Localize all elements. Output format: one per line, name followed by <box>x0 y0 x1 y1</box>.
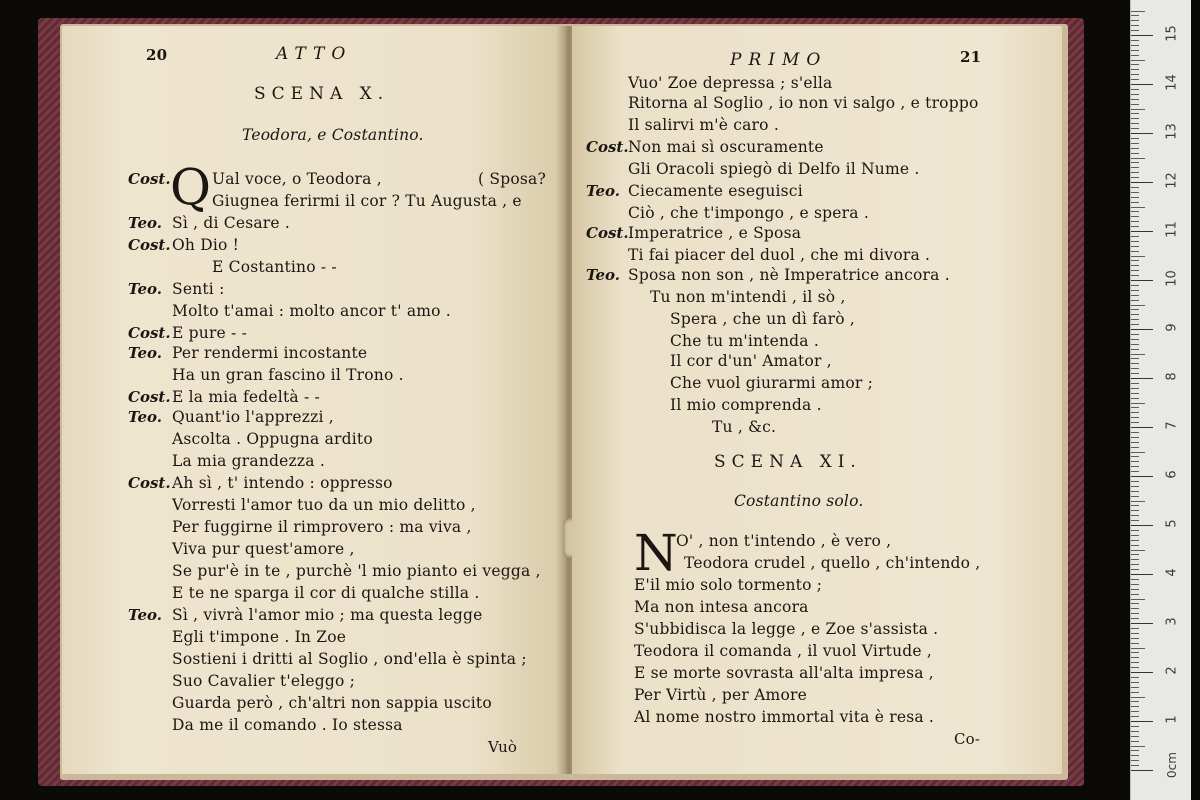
ruler-tick <box>1131 94 1139 95</box>
ruler-tick <box>1131 25 1139 26</box>
text-line: Ascolta . Oppugna ardito <box>172 430 373 448</box>
ruler-tick <box>1131 672 1153 673</box>
ruler-tick <box>1131 589 1139 590</box>
catchword-left: Vuò <box>488 738 518 756</box>
ruler-tick <box>1131 40 1139 41</box>
speaker-teo: Teo. <box>128 280 162 298</box>
ruler-tick <box>1131 113 1139 114</box>
ruler-tick <box>1131 211 1139 212</box>
text-line: Tu non m'intendi , il sò , <box>650 288 846 306</box>
scene-title-xi: SCENA XI. <box>714 452 862 472</box>
text-line: Senti : <box>172 280 225 298</box>
ruler-tick <box>1131 437 1139 438</box>
ruler-tick <box>1131 216 1139 217</box>
ruler-tick <box>1131 221 1139 222</box>
ruler-tick <box>1131 662 1139 663</box>
ruler-tick <box>1131 319 1139 320</box>
ruler-tick <box>1131 613 1139 614</box>
ruler-tick <box>1131 354 1145 355</box>
speaker-teo: Teo. <box>586 266 620 284</box>
ruler-tick <box>1131 750 1139 751</box>
ruler-number: 4 <box>1164 568 1180 577</box>
ruler-tick <box>1131 422 1139 423</box>
ruler-tick <box>1131 69 1139 70</box>
ruler-tick <box>1131 623 1153 624</box>
ruler-tick <box>1131 35 1153 36</box>
ruler-tick <box>1131 15 1139 16</box>
ruler-tick <box>1131 770 1153 771</box>
ruler-number: 10 <box>1164 270 1180 287</box>
ruler-tick <box>1131 314 1139 315</box>
ruler-tick <box>1131 339 1139 340</box>
text-line: E'il mio solo tormento ; <box>634 576 823 594</box>
ruler-tick <box>1131 45 1139 46</box>
text-line: E pure - - <box>172 324 248 342</box>
ruler-tick <box>1131 329 1153 330</box>
scale-ruler <box>1130 0 1191 800</box>
text-line: Imperatrice , e Sposa <box>628 224 802 242</box>
ruler-tick <box>1131 706 1139 707</box>
ruler-tick <box>1131 417 1139 418</box>
ruler-tick <box>1131 574 1153 575</box>
text-line: Guarda però , ch'altri non sappia uscito <box>172 694 492 712</box>
ruler-tick <box>1131 520 1139 521</box>
text-line: S'ubbidisca la legge , e Zoe s'assista . <box>634 620 939 638</box>
speaker-cost: Cost. <box>586 138 629 156</box>
ruler-tick <box>1131 412 1139 413</box>
ruler-tick <box>1131 280 1153 281</box>
ruler-tick <box>1131 20 1139 21</box>
ruler-tick <box>1131 89 1139 90</box>
ruler-number: 7 <box>1164 421 1180 430</box>
ruler-tick <box>1131 677 1139 678</box>
ruler-tick <box>1131 540 1139 541</box>
ruler-tick <box>1131 608 1139 609</box>
ruler-tick <box>1131 716 1139 717</box>
ruler-tick <box>1131 358 1139 359</box>
right-page <box>572 26 1062 774</box>
ruler-tick <box>1131 481 1139 482</box>
ruler-tick <box>1131 652 1139 653</box>
ruler-tick <box>1131 300 1139 301</box>
ruler-tick <box>1131 256 1145 257</box>
ruler-tick <box>1131 187 1139 188</box>
drop-cap-n: N <box>634 524 678 582</box>
ruler-tick <box>1131 442 1139 443</box>
ruler-tick <box>1131 579 1139 580</box>
ruler-tick <box>1131 603 1139 604</box>
ruler-tick <box>1131 123 1139 124</box>
speaker-teo: Teo. <box>128 606 162 624</box>
ruler-tick <box>1131 138 1139 139</box>
ruler-tick <box>1131 64 1139 65</box>
ruler-tick <box>1131 118 1139 119</box>
text-line: O' , non t'intendo , è vero , <box>676 532 892 550</box>
ruler-tick <box>1131 309 1139 310</box>
ruler-tick <box>1131 530 1139 531</box>
ruler-tick <box>1131 407 1139 408</box>
speaker-teo: Teo. <box>128 408 162 426</box>
left-page <box>62 26 566 774</box>
ruler-tick <box>1131 461 1139 462</box>
ruler-tick <box>1131 535 1139 536</box>
page-number-right: 21 <box>960 48 982 66</box>
ruler-tick <box>1131 104 1139 105</box>
ruler-tick <box>1131 153 1139 154</box>
ruler-tick <box>1131 510 1139 511</box>
scene-persons-x: Teodora, e Costantino. <box>242 126 424 144</box>
speaker-cost: Cost. <box>128 324 171 342</box>
text-line: Tu , &c. <box>712 418 777 436</box>
ruler-tick <box>1131 84 1153 85</box>
ruler-tick <box>1131 334 1139 335</box>
ruler-tick <box>1131 143 1139 144</box>
speaker-cost: Cost. <box>128 236 171 254</box>
ruler-tick <box>1131 736 1139 737</box>
ruler-tick <box>1131 275 1139 276</box>
text-line: Sposa non son , nè Imperatrice ancora . <box>628 266 950 284</box>
ruler-tick <box>1131 79 1139 80</box>
ruler-tick <box>1131 692 1139 693</box>
ruler-tick <box>1131 99 1139 100</box>
ruler-number: 9 <box>1164 323 1180 332</box>
ruler-tick <box>1131 324 1139 325</box>
ruler-number: 11 <box>1164 221 1180 238</box>
ruler-tick <box>1131 452 1145 453</box>
text-line: Il salirvi m'è caro . <box>628 116 779 134</box>
text-line: Molto t'amai : molto ancor t' amo . <box>172 302 451 320</box>
ruler-tick <box>1131 667 1139 668</box>
ruler-tick <box>1131 290 1139 291</box>
ruler-tick <box>1131 559 1139 560</box>
text-line: E te ne sparga il cor di qualche stilla . <box>172 584 480 602</box>
text-line: Teodora il comanda , il vuol Virtude , <box>634 642 933 660</box>
text-line: Per fuggirne il rimprovero : ma viva , <box>172 518 472 536</box>
ruler-tick <box>1131 344 1139 345</box>
text-line: Suo Cavalier t'eleggo ; <box>172 672 356 690</box>
ruler-tick <box>1131 765 1139 766</box>
ruler-tick <box>1131 741 1139 742</box>
ruler-number: 13 <box>1164 123 1180 140</box>
ruler-tick <box>1131 554 1139 555</box>
ruler-tick <box>1131 648 1145 649</box>
ruler-tick <box>1131 265 1139 266</box>
ruler-tick <box>1131 687 1139 688</box>
ruler-tick <box>1131 109 1145 110</box>
ruler-tick <box>1131 657 1139 658</box>
text-line: E la mia fedeltà - - <box>172 388 320 406</box>
ruler-tick <box>1131 456 1139 457</box>
speaker-cost: Cost. <box>128 170 171 188</box>
text-line: Spera , che un dì farò , <box>670 310 855 328</box>
ruler-tick <box>1131 128 1139 129</box>
ruler-tick <box>1131 388 1139 389</box>
ruler-tick <box>1131 378 1153 379</box>
ruler-tick <box>1131 731 1139 732</box>
ruler-tick <box>1131 133 1153 134</box>
ruler-tick <box>1131 30 1139 31</box>
text-line: Per Virtù , per Amore <box>634 686 807 704</box>
scene-persons-xi: Costantino solo. <box>734 492 864 510</box>
page-number-left: 20 <box>146 46 168 64</box>
catchword-right: Co- <box>954 730 981 748</box>
ruler-tick <box>1131 363 1139 364</box>
ruler-tick <box>1131 50 1139 51</box>
ruler-tick <box>1131 501 1145 502</box>
ruler-tick <box>1131 202 1139 203</box>
ruler-tick <box>1131 368 1139 369</box>
ruler-tick <box>1131 584 1139 585</box>
speaker-cost: Cost. <box>128 474 171 492</box>
text-line: Ciò , che t'impongo , e spera . <box>628 204 869 222</box>
text-line: Da me il comando . Io stessa <box>172 716 403 734</box>
ruler-tick <box>1131 207 1145 208</box>
ruler-tick <box>1131 373 1139 374</box>
ruler-tick <box>1131 564 1139 565</box>
ruler-tick <box>1131 11 1145 12</box>
ruler-number: 1 <box>1164 715 1180 724</box>
ruler-tick <box>1131 427 1153 428</box>
text-line: Sì , di Cesare . <box>172 214 291 232</box>
ruler-tick <box>1131 60 1145 61</box>
ruler-tick <box>1131 231 1153 232</box>
text-line: Ah sì , t' intendo : oppresso <box>172 474 393 492</box>
ruler-tick <box>1131 545 1139 546</box>
ruler-tick <box>1131 260 1139 261</box>
text-line: Quant'io l'apprezzi , <box>172 408 334 426</box>
running-head-left: ATTO <box>276 44 353 64</box>
text-line: Per rendermi incostante <box>172 344 368 362</box>
ruler-tick <box>1131 241 1139 242</box>
ruler-tick <box>1131 711 1139 712</box>
ruler-tick <box>1131 246 1139 247</box>
text-line: Ritorna al Soglio , io non vi salgo , e troppo <box>628 94 979 112</box>
text-line: Sostieni i dritti al Soglio , ond'ella è spinta ; <box>172 650 527 668</box>
ruler-tick <box>1131 682 1139 683</box>
ruler-tick <box>1131 383 1139 384</box>
text-line: Teodora crudel , quello , ch'intendo , <box>684 554 981 572</box>
ruler-tick <box>1131 628 1139 629</box>
ruler-tick <box>1131 236 1139 237</box>
ruler-tick <box>1131 162 1139 163</box>
speaker-cost: Cost. <box>586 224 629 242</box>
text-line: Che vuol giurarmi amor ; <box>670 374 874 392</box>
text-line: ( Sposa? <box>478 170 546 188</box>
text-line: Ma non intesa ancora <box>634 598 809 616</box>
speaker-teo: Teo. <box>128 344 162 362</box>
ruler-tick <box>1131 251 1139 252</box>
text-line: Viva pur quest'amore , <box>172 540 355 558</box>
ruler-tick <box>1131 569 1139 570</box>
ruler-tick <box>1131 466 1139 467</box>
ruler-tick <box>1131 285 1139 286</box>
text-line: Non mai sì oscuramente <box>628 138 824 156</box>
text-line: Al nome nostro immortal vita è resa . <box>634 708 935 726</box>
ruler-tick <box>1131 697 1145 698</box>
ruler-tick <box>1131 432 1139 433</box>
ruler-tick <box>1131 594 1139 595</box>
text-line: Sì , vivrà l'amor mio ; ma questa legge <box>172 606 483 624</box>
ruler-tick <box>1131 701 1139 702</box>
ruler-tick <box>1131 515 1139 516</box>
ruler-tick <box>1131 599 1145 600</box>
text-line: Che tu m'intenda . <box>670 332 819 350</box>
ruler-number: 8 <box>1164 372 1180 381</box>
ruler-number: 5 <box>1164 519 1180 528</box>
ruler-number: 12 <box>1164 172 1180 189</box>
text-line: Vuo' Zoe depressa ; s'ella <box>628 74 833 92</box>
ruler-unit-label: 0cm <box>1165 752 1179 778</box>
ruler-tick <box>1131 643 1139 644</box>
text-line: Vorresti l'amor tuo da un mio delitto , <box>172 496 476 514</box>
ruler-tick <box>1131 755 1139 756</box>
ruler-tick <box>1131 148 1139 149</box>
ruler-tick <box>1131 177 1139 178</box>
text-line: Ciecamente eseguisci <box>628 182 803 200</box>
text-line: Oh Dio ! <box>172 236 240 254</box>
ruler-tick <box>1131 158 1145 159</box>
ruler-tick <box>1131 618 1139 619</box>
ruler-tick <box>1131 270 1139 271</box>
ruler-tick <box>1131 726 1139 727</box>
text-line: Il mio comprenda . <box>670 396 822 414</box>
running-head-right: PRIMO <box>730 50 828 70</box>
ruler-number: 15 <box>1164 25 1180 42</box>
ruler-tick <box>1131 393 1139 394</box>
ruler-tick <box>1131 491 1139 492</box>
text-line: Giugnea ferirmi il cor ? Tu Augusta , e <box>212 192 522 210</box>
ruler-tick <box>1131 349 1139 350</box>
ruler-number: 2 <box>1164 666 1180 675</box>
speaker-teo: Teo. <box>128 214 162 232</box>
text-line: Egli t'impone . In Zoe <box>172 628 347 646</box>
drop-cap-q: Q <box>170 158 211 216</box>
ruler-tick <box>1131 721 1153 722</box>
ruler-number: 3 <box>1164 617 1180 626</box>
text-line: Gli Oracoli spiegò di Delfo il Nume . <box>628 160 920 178</box>
ruler-tick <box>1131 760 1139 761</box>
text-line: Se pur'è in te , purchè 'l mio pianto ei vegga , <box>172 562 541 580</box>
ruler-tick <box>1131 471 1139 472</box>
ruler-number: 14 <box>1164 74 1180 91</box>
ruler-tick <box>1131 197 1139 198</box>
text-line: Ual voce, o Teodora , <box>212 170 382 188</box>
speaker-teo: Teo. <box>586 182 620 200</box>
ruler-tick <box>1131 476 1153 477</box>
text-line: Ha un gran fascino il Trono . <box>172 366 404 384</box>
ruler-tick <box>1131 398 1139 399</box>
speaker-cost: Cost. <box>128 388 171 406</box>
ruler-tick <box>1131 496 1139 497</box>
ruler-tick <box>1131 55 1139 56</box>
ruler-tick <box>1131 638 1139 639</box>
ruler-tick <box>1131 746 1145 747</box>
ruler-tick <box>1131 633 1139 634</box>
ruler-tick <box>1131 550 1145 551</box>
ruler-tick <box>1131 172 1139 173</box>
ruler-tick <box>1131 403 1145 404</box>
text-line: Il cor d'un' Amator , <box>670 352 832 370</box>
text-line: E se morte sovrasta all'alta impresa , <box>634 664 934 682</box>
ruler-tick <box>1131 505 1139 506</box>
ruler-tick <box>1131 167 1139 168</box>
ruler-tick <box>1131 486 1139 487</box>
ruler-tick <box>1131 226 1139 227</box>
ruler-tick <box>1131 525 1153 526</box>
ruler-tick <box>1131 295 1139 296</box>
text-line: E Costantino - - <box>212 258 337 276</box>
ruler-tick <box>1131 182 1153 183</box>
ruler-tick <box>1131 447 1139 448</box>
text-line: La mia grandezza . <box>172 452 325 470</box>
ruler-number: 6 <box>1164 470 1180 479</box>
text-line: Ti fai piacer del duol , che mi divora . <box>628 246 931 264</box>
ruler-tick <box>1131 305 1145 306</box>
scene-title-x: SCENA X. <box>254 84 390 104</box>
ruler-tick <box>1131 74 1139 75</box>
ruler-tick <box>1131 192 1139 193</box>
